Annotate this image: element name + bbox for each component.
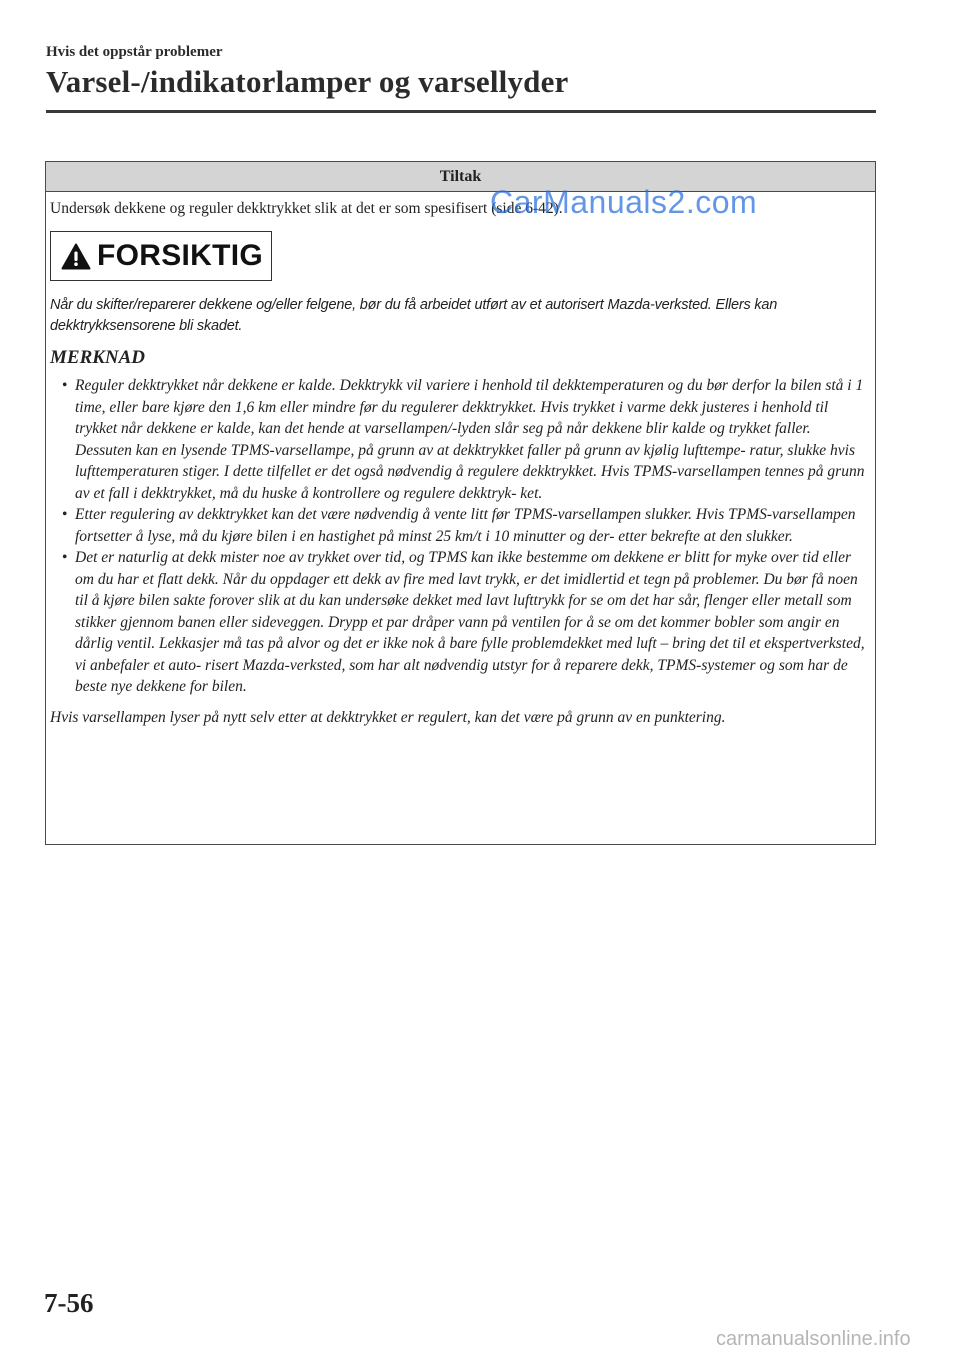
note-paragraph: Dessuten kan en lysende TPMS-varsellampe, på grunn av at dekktrykket faller på grunn av kjølig lufttempe- ratur, slukke hvis lufttemperaturen stiger. I dette tilfellet er det også nødvendig å regulere dekktrykket. Hvis TPMS-varsellampen tennes på grunn av et fall i dekktrykket, må du huske å kontrollere og regulere dekktryk- ket.: [75, 441, 865, 502]
note-paragraph: Reguler dekktrykket når dekkene er kalde. Dekktrykk vil variere i henhold til dekktemperaturen og du bør derfor la bilen stå i 1 time, eller bare kjøre den 1,6 km eller mindre før du regulerer dekktrykket. Hvis trykket i varme dekk justeres i henhold til trykket når dekkene er kalde, kan det hende at varsellampen/-lyden slår seg på når dekkene blir kalde og trykket faller.: [75, 377, 864, 437]
table-body: [46, 192, 875, 728]
title-rule: [46, 110, 876, 113]
caution-box: [50, 231, 272, 281]
action-table: [45, 161, 876, 845]
bullet-icon: •: [62, 377, 68, 394]
table-header: Tiltak: [46, 162, 875, 192]
warning-triangle-icon: [61, 243, 91, 270]
footer-watermark: carmanualsonline.info: [716, 1328, 911, 1350]
intro-text: Undersøk dekkene og reguler dekktrykket slik at det er som spesifisert (side 6-42).: [50, 200, 563, 217]
note-paragraph: Etter regulering av dekktrykket kan det være nødvendig å vente litt før TPMS-varsellampen slukker. Hvis TPMS-varsellampen fortsetter å lyse, må du kjøre bilen i en hastighet på minst 25 km/t i 10 minutter og der- etter bekrefte at den slukker.: [75, 506, 856, 545]
caution-label: FORSIKTIG: [97, 239, 264, 272]
page-title: Varsel-/indikatorlamper og varsellyder: [46, 64, 569, 99]
page-number: 7-56: [44, 1288, 94, 1318]
note-paragraph: Det er naturlig at dekk mister noe av trykket over tid, og TPMS kan ikke bestemme om dekkene er blitt for myke over tid eller om du har et flatt dekk. Når du oppdager ett dekk av fire med lavt trykk, er det imidlertid et tegn på problemer. Du bør få noen til å kjøre bilen sakte forover slik at du kan undersøke dekket med lavt lufttrykk for se om det har sår, flenger eller metall som stikker gjennom banen eller sideveggen. Drypp et par dråper vann på ventilen for å se om det kommer bobler som angir en dårlig ventil. Lekkasjer må tas på alvor og det er ikke nok å bare fylle problemdekket med luft – bring det til et ekspertverksted, vi anbefaler et auto- risert Mazda-verksted, som har alt nødvendig utstyr for å reparere dekk, TPMS-systemer og som har de beste nye dekkene for bilen.: [75, 549, 865, 695]
final-text: Hvis varsellampen lyser på nytt selv etter at dekktrykket er regulert, kan det være på grunn av en punktering.: [50, 708, 726, 726]
watermark: CarManuals2.com: [490, 184, 758, 220]
section-label: Hvis det oppstår problemer: [46, 44, 223, 60]
note-item: [50, 375, 869, 504]
bullet-icon: •: [62, 549, 68, 566]
bullet-icon: •: [62, 506, 68, 523]
note-heading: MERKNAD: [50, 347, 146, 368]
note-item: [50, 504, 869, 547]
caution-text: Når du skifter/reparerer dekkene og/eller felgene, bør du få arbeidet utført av et autorisert Mazda-verksted. Ellers kan dekktrykksensorene bli skadet.: [50, 297, 778, 334]
note-item: [50, 547, 869, 698]
note-list: [50, 375, 869, 698]
